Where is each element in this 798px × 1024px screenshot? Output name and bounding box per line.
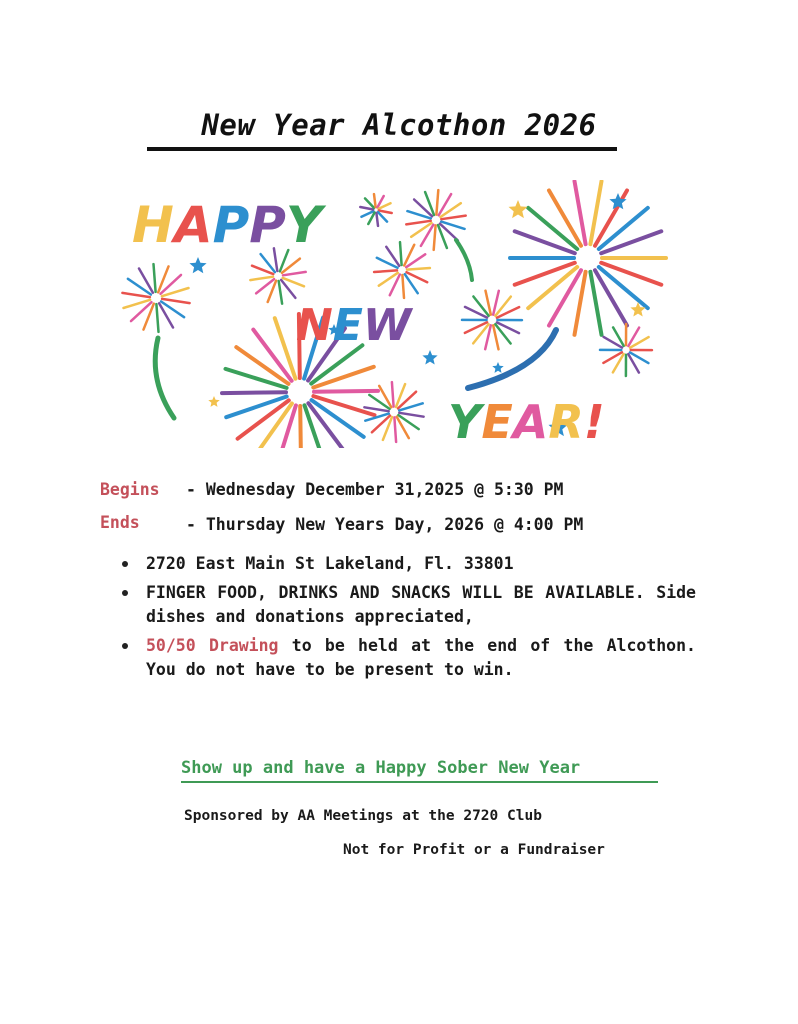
firework-ray [156, 304, 158, 332]
begins-label: Begins [100, 480, 160, 499]
firework-ray [365, 198, 374, 208]
firework-ray [374, 270, 397, 272]
firework-ray [515, 263, 575, 285]
firework-ray [314, 391, 378, 392]
ends-label: Ends [100, 513, 140, 532]
ends-text: - Thursday New Years Day, 2026 @ 4:00 PM [186, 515, 584, 534]
firework-ray [399, 413, 423, 417]
list-item-drawing [118, 634, 696, 682]
star-icon [189, 257, 206, 273]
firework-ray [154, 264, 156, 292]
firework-ray [250, 277, 273, 280]
firework-ray [402, 275, 404, 298]
firework-ray [279, 281, 282, 304]
firework-ray [441, 216, 465, 220]
star-icon [422, 350, 437, 365]
happy-new-year-banner [118, 180, 670, 448]
banner-word-year: YEAR! [448, 395, 605, 448]
drawing-text: to be held at the end of the Alcothon. You do not have to be present to win. [146, 636, 696, 679]
firework-ray [122, 293, 149, 297]
firework-ray [400, 242, 402, 265]
firework-ray [601, 263, 661, 285]
page-title: New Year Alcothon 2026 [201, 108, 597, 142]
firework-ray [222, 392, 286, 393]
firework-ray [378, 212, 387, 222]
firework-ray [374, 194, 376, 207]
star-icon [492, 362, 503, 373]
star-icon [208, 396, 219, 407]
firework-ray [283, 272, 306, 275]
firework-ray [379, 211, 392, 214]
tagline: Show up and have a Happy Sober New Year [181, 758, 581, 778]
firework-ray [376, 213, 378, 226]
star-icon [509, 200, 528, 218]
disclaimer-text: Not for Profit or a Fundraiser [343, 842, 605, 858]
bullet-icon [122, 643, 128, 649]
firework-ray [300, 406, 301, 448]
tagline-underline [181, 781, 658, 783]
swoosh-right [468, 330, 556, 388]
firework-ray [601, 231, 661, 253]
bullet-icon [122, 561, 128, 567]
list-item-address [118, 552, 696, 576]
firework-ray [162, 299, 190, 303]
firework-ray [436, 190, 438, 215]
firework-ray [392, 382, 394, 407]
swoosh-mid [456, 240, 472, 280]
bullet-icon [122, 590, 128, 596]
firework-ray [434, 225, 436, 250]
firework-ray [394, 417, 396, 442]
firework-ray [407, 268, 430, 270]
swoosh-left [155, 338, 174, 418]
banner-word-happy: HAPPY [132, 196, 323, 254]
firework-ray [360, 207, 373, 210]
address-text: 2720 East Main St Lakeland, Fl. 33801 [146, 554, 514, 573]
details-list [118, 552, 696, 687]
list-item-food [118, 581, 696, 629]
firework-ray [364, 407, 388, 411]
drawing-highlight: 50/50 Drawing [146, 636, 279, 655]
firework-ray [406, 221, 430, 225]
banner-word-new: NEW [296, 300, 412, 351]
food-text: FINGER FOOD, DRINKS AND SNACKS WILL BE AVAILABLE. Side dishes and donations appreciated, [146, 583, 696, 626]
sponsor-text: Sponsored by AA Meetings at the 2720 Club [184, 808, 542, 824]
title-underline [147, 147, 617, 151]
firework-ray [515, 231, 575, 253]
begins-text: - Wednesday December 31,2025 @ 5:30 PM [186, 480, 564, 499]
